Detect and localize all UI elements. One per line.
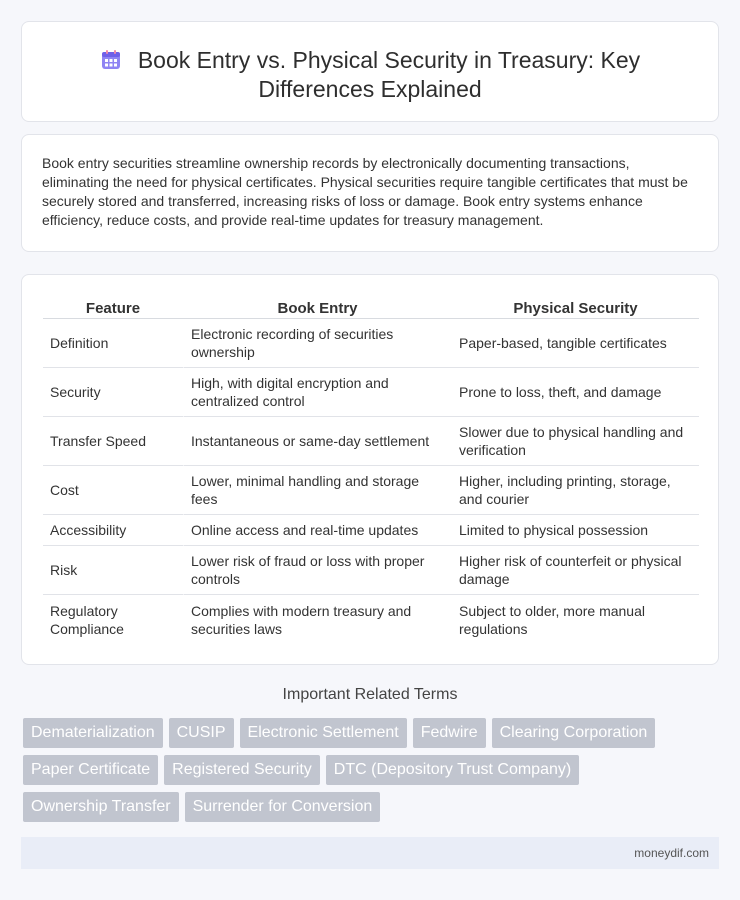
comparison-table (43, 296, 699, 644)
row-book-entry: Online access and real-time updates (183, 515, 452, 546)
tag-dtc[interactable]: DTC (Depository Trust Company) (326, 755, 579, 785)
row-physical: Prone to loss, theft, and damage (452, 368, 699, 417)
row-feature: Security (43, 368, 183, 417)
table-row (43, 319, 699, 368)
row-book-entry: High, with digital encryption and centralized control (183, 368, 452, 417)
intro-card (21, 134, 719, 252)
row-physical: Slower due to physical handling and verification (452, 417, 699, 466)
calendar-icon (100, 49, 122, 71)
row-physical: Limited to physical possession (452, 515, 699, 546)
row-book-entry: Electronic recording of securities ownership (183, 319, 452, 368)
table-row (43, 515, 699, 546)
tag-clearing-corporation[interactable]: Clearing Corporation (492, 718, 656, 748)
tag-paper-certificate[interactable]: Paper Certificate (23, 755, 158, 785)
tag-surrender-for-conversion[interactable]: Surrender for Conversion (185, 792, 381, 822)
table-row (43, 595, 699, 644)
related-terms-list (23, 718, 713, 829)
tag-fedwire[interactable]: Fedwire (413, 718, 486, 748)
tag-row (23, 755, 713, 792)
row-feature: Transfer Speed (43, 417, 183, 466)
related-terms-title: Important Related Terms (282, 686, 458, 703)
comparison-card (21, 274, 719, 665)
table-row (43, 546, 699, 595)
row-physical: Higher, including printing, storage, and courier (452, 466, 699, 515)
row-book-entry: Instantaneous or same-day settlement (183, 417, 452, 466)
row-feature: Definition (43, 319, 183, 368)
table-row (43, 368, 699, 417)
row-book-entry: Lower risk of fraud or loss with proper controls (183, 546, 452, 595)
footer (21, 837, 719, 869)
tag-electronic-settlement[interactable]: Electronic Settlement (240, 718, 407, 748)
row-feature: Regulatory Compliance (50, 602, 124, 637)
table-row (43, 417, 699, 466)
row-feature: Accessibility (43, 515, 183, 546)
row-physical: Paper-based, tangible certificates (452, 319, 699, 368)
table-header-row (43, 296, 699, 319)
row-physical: Higher risk of counterfeit or physical damage (452, 546, 699, 595)
row-feature: Cost (43, 466, 183, 515)
header-physical-security: Physical Security (452, 296, 699, 319)
title-card (21, 21, 719, 122)
header-feature: Feature (43, 296, 183, 319)
page-title: Book Entry vs. Physical Security in Treasury: Key Differences Explained (137, 47, 641, 102)
header-book-entry: Book Entry (183, 296, 452, 319)
tag-ownership-transfer[interactable]: Ownership Transfer (23, 792, 179, 822)
intro-paragraph: Book entry securities streamline ownership records by electronically documenting transactions, eliminating the need for physical certificates. Physical securities require tangible certificates that must be securely stored and transferred, increasing risks of loss or damage. Book entry systems enhance efficiency, reduce costs, and provide real-time updates for treasury management. (42, 155, 688, 228)
tag-row (23, 792, 713, 829)
footer-site[interactable]: moneydif.com (634, 846, 709, 860)
row-book-entry: Complies with modern treasury and securities laws (183, 595, 452, 644)
row-book-entry: Lower, minimal handling and storage fees (183, 466, 452, 515)
page-title-container (22, 46, 718, 104)
tag-dematerialization[interactable]: Dematerialization (23, 718, 163, 748)
row-physical: Subject to older, more manual regulations (459, 602, 645, 637)
table-row (43, 466, 699, 515)
tag-registered-security[interactable]: Registered Security (164, 755, 320, 785)
row-feature: Risk (43, 546, 183, 595)
tag-row (23, 718, 713, 755)
tag-cusip[interactable]: CUSIP (169, 718, 234, 748)
